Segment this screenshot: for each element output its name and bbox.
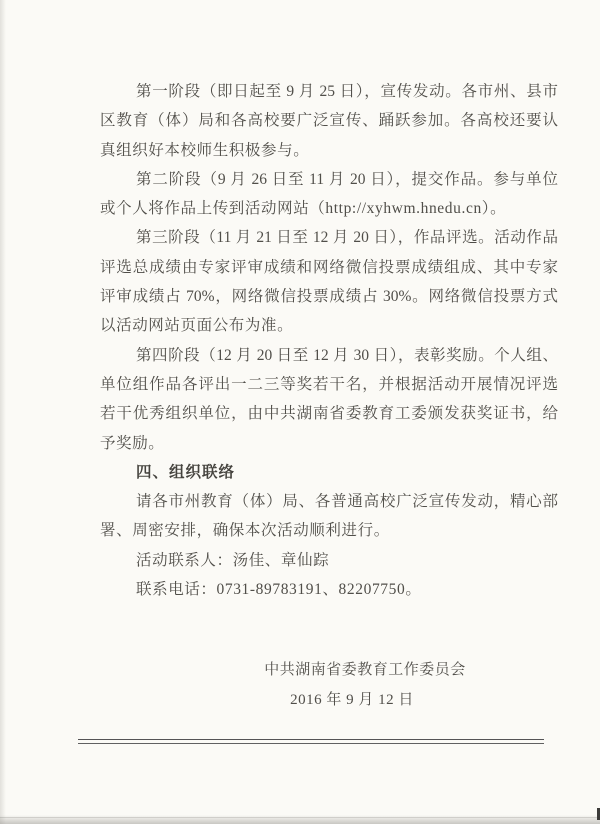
paragraph-line: 请各市州教育（体）局、各普通高校广泛宣传发动，精心部: [136, 493, 558, 511]
paragraph-line: 第四阶段（12 月 20 日至 12 月 30 日），表彰奖励。个人组、: [136, 346, 558, 364]
paragraph-line: 评选总成绩由专家评审成绩和网络微信投票成绩组成、其中专家: [100, 258, 558, 276]
scan-bottom-edge-line: [0, 817, 600, 818]
contact-phone-line: 联系电话：0731-89783191、82207750。: [136, 581, 422, 599]
signature-block: [250, 656, 480, 715]
paragraph-line: 第一阶段（即日起至 9 月 25 日），宣传发动。各市州、县市: [136, 83, 558, 100]
footer-divider-rule: [78, 739, 544, 744]
paragraph-line: 区教育（体）局和各高校要广泛宣传、踊跃参加。各高校还要认: [100, 112, 558, 130]
paragraph-line: 真组织好本校师生积极参与。: [100, 141, 310, 159]
paragraph-line-with-url: 或个人将作品上传到活动网站（http://xyhwm.hnedu.cn）。: [100, 200, 507, 218]
scan-left-edge-shadow: [0, 0, 6, 824]
paragraph-line: 以活动网站页面公布为准。: [100, 317, 294, 335]
signature-date: 2016 年 9 月 12 日: [290, 691, 414, 708]
paragraph-line: 署、周密安排，确保本次活动顺利进行。: [100, 522, 390, 540]
paragraph-line: 予奖励。: [100, 434, 165, 452]
paragraph-line: 第三阶段（11 月 21 日至 12 月 20 日），作品评选。活动作品: [136, 229, 558, 247]
contact-person-line: 活动联系人：汤佳、章仙踪: [136, 551, 330, 569]
paragraph-line: 评审成绩占 70%，网络微信投票成绩占 30%。网络微信投票方式: [100, 288, 558, 306]
paragraph-line: 若干优秀组织单位，由中共湖南省委教育工委颁发获奖证书，给: [100, 405, 558, 423]
signature-org: 中共湖南省委教育工作委员会: [264, 662, 466, 678]
section-heading: 四、组织联络: [136, 463, 236, 481]
document-body: [100, 77, 558, 604]
paragraph-line: 单位组作品各评出一二三等奖若干名，并根据活动开展情况评选: [100, 375, 558, 393]
paragraph-line: 第二阶段（9 月 26 日至 11 月 20 日），提交作品。参与单位: [136, 170, 558, 188]
